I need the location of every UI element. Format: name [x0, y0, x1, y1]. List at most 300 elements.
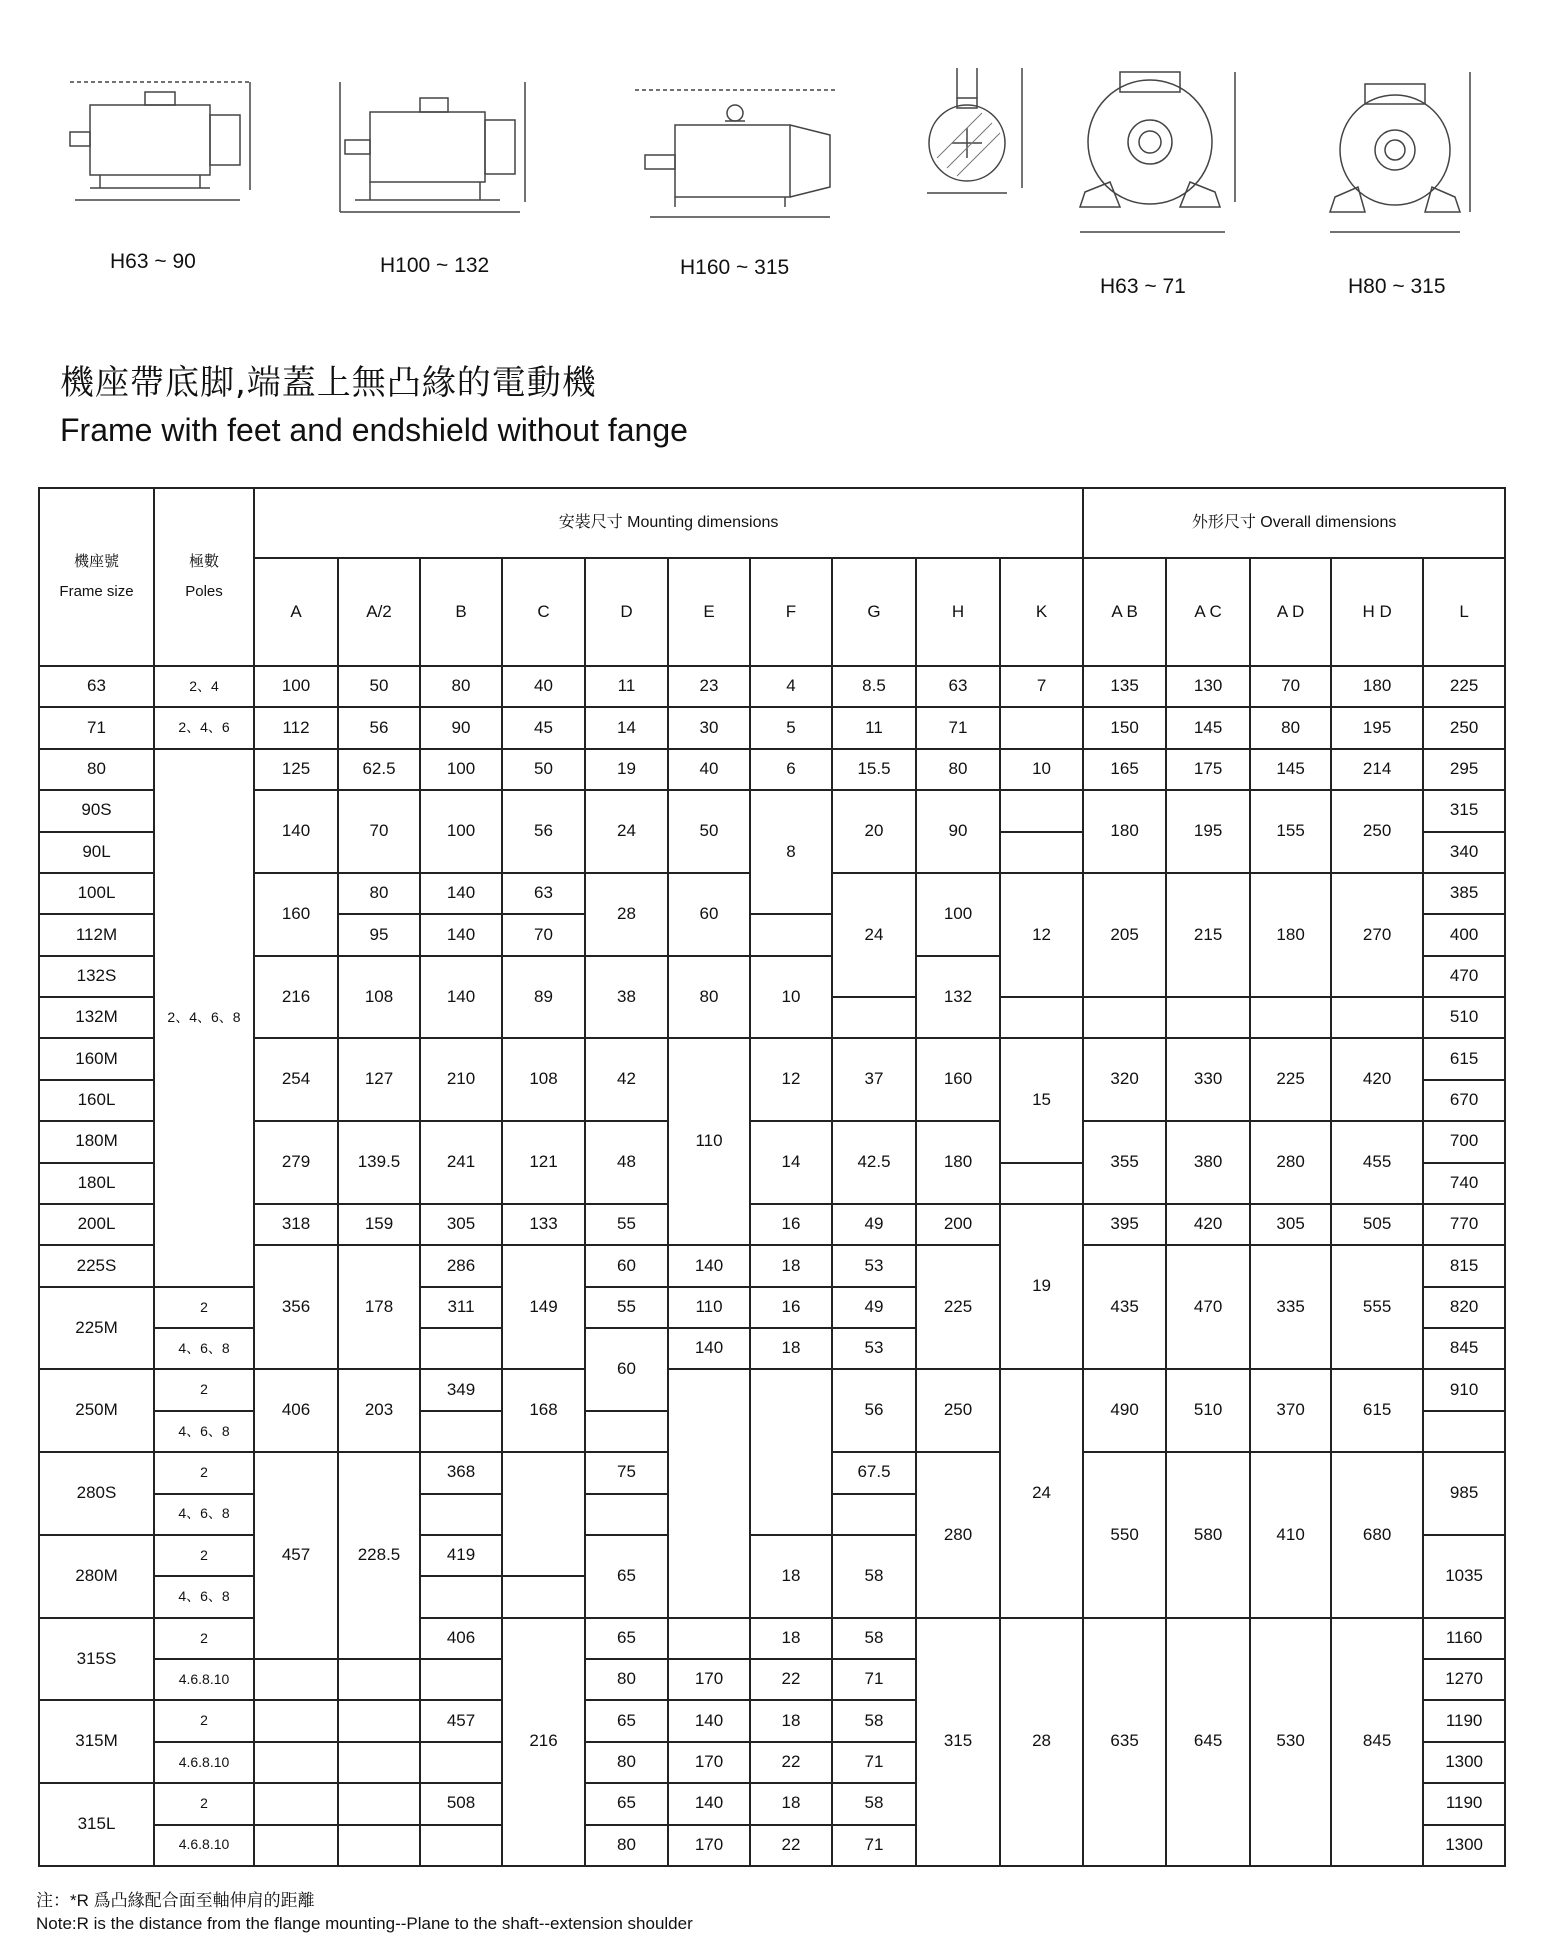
dimensions-table-body	[39, 666, 1505, 1866]
table-cell: 510	[1166, 1369, 1250, 1452]
drawing-h160-315	[630, 85, 850, 225]
table-cell: 845	[1423, 1328, 1505, 1369]
table-cell: 305	[1250, 1204, 1331, 1245]
table-cell: 11	[832, 707, 916, 748]
table-cell: 508	[420, 1783, 502, 1824]
table-cell: 42.5	[832, 1121, 916, 1204]
table-cell: 170	[668, 1742, 750, 1783]
table-cell: 22	[750, 1742, 832, 1783]
poles-header-en: Poles	[185, 583, 223, 600]
column-header: A/2	[338, 558, 420, 666]
table-cell: 67.5	[832, 1452, 916, 1493]
table-cell: 42	[585, 1038, 668, 1121]
table-cell	[1250, 997, 1331, 1038]
table-cell: 1035	[1423, 1535, 1505, 1618]
poles-cell: 2	[154, 1618, 254, 1659]
table-cell: 140	[668, 1328, 750, 1369]
table-cell: 740	[1423, 1163, 1505, 1204]
table-cell: 20	[832, 790, 916, 873]
table-cell: 195	[1331, 707, 1423, 748]
table-cell: 5	[750, 707, 832, 748]
table-cell: 10	[750, 956, 832, 1039]
table-cell: 19	[585, 749, 668, 790]
table-cell: 18	[750, 1535, 832, 1618]
frame-size-cell: 280M	[39, 1535, 154, 1618]
table-cell: 178	[338, 1245, 420, 1369]
drawing-label: H160 ~ 315	[680, 256, 790, 279]
column-header: L	[1423, 558, 1505, 666]
table-cell: 615	[1331, 1369, 1423, 1452]
table-cell: 18	[750, 1783, 832, 1824]
frame-size-cell: 180M	[39, 1121, 154, 1162]
frame-size-header-zh: 機座號	[73, 552, 119, 570]
table-cell: 505	[1331, 1204, 1423, 1245]
dimensions-table	[38, 487, 1506, 1867]
column-header: A D	[1250, 558, 1331, 666]
table-cell: 315	[916, 1618, 1000, 1866]
poles-cell: 2	[154, 1700, 254, 1741]
table-cell: 1160	[1423, 1618, 1505, 1659]
table-cell: 108	[502, 1038, 585, 1121]
table-cell: 80	[1250, 707, 1331, 748]
table-cell: 15	[1000, 1038, 1083, 1162]
frame-size-cell: 132M	[39, 997, 154, 1038]
table-cell: 53	[832, 1245, 916, 1286]
table-cell: 18	[750, 1700, 832, 1741]
table-cell: 24	[832, 873, 916, 997]
drawing-label: H63 ~ 90	[110, 250, 196, 273]
table-cell	[338, 1742, 420, 1783]
table-cell: 22	[750, 1659, 832, 1700]
table-cell: 50	[338, 666, 420, 707]
column-header: K	[1000, 558, 1083, 666]
table-cell: 4	[750, 666, 832, 707]
frame-size-cell: 90S	[39, 790, 154, 831]
table-row	[39, 1038, 1505, 1079]
table-cell: 60	[585, 1328, 668, 1411]
table-cell: 145	[1250, 749, 1331, 790]
frame-size-header-en: Frame size	[59, 583, 134, 600]
table-cell: 110	[668, 1287, 750, 1328]
poles-cell: 2	[154, 1535, 254, 1576]
table-cell: 24	[1000, 1369, 1083, 1617]
table-cell: 457	[254, 1452, 338, 1659]
table-cell: 203	[338, 1369, 420, 1452]
mounting-dimensions-header: 安裝尺寸 Mounting dimensions	[254, 488, 1083, 558]
column-header: H D	[1331, 558, 1423, 666]
table-cell: 385	[1423, 873, 1505, 914]
poles-cell: 2	[154, 1369, 254, 1410]
table-cell: 90	[916, 790, 1000, 873]
poles-cell: 2	[154, 1452, 254, 1493]
table-cell: 200	[916, 1204, 1000, 1245]
table-row	[39, 666, 1505, 707]
table-cell: 22	[750, 1825, 832, 1866]
table-cell: 279	[254, 1121, 338, 1204]
poles-cell: 4、6、8	[154, 1411, 254, 1452]
table-cell: 8	[750, 790, 832, 914]
table-cell: 286	[420, 1245, 502, 1286]
frame-size-header	[39, 488, 154, 666]
table-cell: 180	[1331, 666, 1423, 707]
table-cell: 80	[585, 1742, 668, 1783]
poles-cell: 2、4、6	[154, 707, 254, 748]
table-cell: 419	[420, 1535, 502, 1576]
table-cell	[254, 1700, 338, 1741]
table-cell: 180	[916, 1121, 1000, 1204]
table-cell: 70	[502, 914, 585, 955]
table-cell: 7	[1000, 666, 1083, 707]
table-cell: 11	[585, 666, 668, 707]
table-cell: 1300	[1423, 1825, 1505, 1866]
table-cell: 24	[585, 790, 668, 873]
table-cell: 121	[502, 1121, 585, 1204]
table-cell: 280	[916, 1452, 1000, 1618]
table-cell: 457	[420, 1700, 502, 1741]
table-cell: 670	[1423, 1080, 1505, 1121]
table-cell: 28	[1000, 1618, 1083, 1866]
table-cell: 210	[420, 1038, 502, 1121]
column-header: A C	[1166, 558, 1250, 666]
table-cell: 470	[1423, 956, 1505, 997]
table-cell: 16	[750, 1287, 832, 1328]
column-header: H	[916, 558, 1000, 666]
table-cell	[1083, 997, 1166, 1038]
table-cell: 845	[1331, 1618, 1423, 1866]
table-cell: 140	[420, 873, 502, 914]
table-cell: 150	[1083, 707, 1166, 748]
table-cell: 215	[1166, 873, 1250, 997]
table-cell: 80	[916, 749, 1000, 790]
table-cell: 180	[1250, 873, 1331, 997]
frame-size-cell: 90L	[39, 832, 154, 873]
table-cell: 53	[832, 1328, 916, 1369]
table-cell: 112	[254, 707, 338, 748]
table-cell: 50	[502, 749, 585, 790]
table-cell: 985	[1423, 1452, 1505, 1535]
table-cell: 355	[1083, 1121, 1166, 1204]
table-cell	[254, 1825, 338, 1866]
table-cell: 140	[420, 956, 502, 1039]
table-cell	[1000, 790, 1083, 831]
table-cell: 63	[502, 873, 585, 914]
frame-size-cell: 315S	[39, 1618, 154, 1701]
table-cell: 49	[832, 1287, 916, 1328]
table-cell: 140	[420, 914, 502, 955]
table-cell: 225	[916, 1245, 1000, 1369]
table-cell: 15.5	[832, 749, 916, 790]
frame-size-cell: 112M	[39, 914, 154, 955]
table-cell: 12	[750, 1038, 832, 1121]
table-cell: 19	[1000, 1204, 1083, 1370]
table-cell: 127	[338, 1038, 420, 1121]
table-cell: 1270	[1423, 1659, 1505, 1700]
table-cell: 295	[1423, 749, 1505, 790]
table-cell: 71	[916, 707, 1000, 748]
table-cell	[1000, 1163, 1083, 1204]
table-cell: 18	[750, 1245, 832, 1286]
table-cell: 214	[1331, 749, 1423, 790]
table-cell: 58	[832, 1700, 916, 1741]
table-cell: 340	[1423, 832, 1505, 873]
poles-header	[154, 488, 254, 666]
table-cell: 180	[1083, 790, 1166, 873]
table-cell	[750, 1369, 832, 1535]
table-cell: 130	[1166, 666, 1250, 707]
table-cell: 770	[1423, 1204, 1505, 1245]
table-cell: 175	[1166, 749, 1250, 790]
table-cell: 195	[1166, 790, 1250, 873]
table-cell: 490	[1083, 1369, 1166, 1452]
table-cell	[668, 1618, 750, 1659]
table-row	[39, 1121, 1505, 1162]
frame-size-cell: 225S	[39, 1245, 154, 1286]
table-cell	[1000, 997, 1083, 1038]
table-cell: 311	[420, 1287, 502, 1328]
table-cell: 225	[1250, 1038, 1331, 1121]
table-cell: 550	[1083, 1452, 1166, 1618]
table-cell: 49	[832, 1204, 916, 1245]
table-cell: 108	[338, 956, 420, 1039]
table-cell: 18	[750, 1328, 832, 1369]
table-cell	[832, 1494, 916, 1535]
table-cell	[1166, 997, 1250, 1038]
table-cell: 135	[1083, 666, 1166, 707]
frame-size-cell: 132S	[39, 956, 154, 997]
poles-cell: 4、6、8	[154, 1576, 254, 1617]
table-cell: 12	[1000, 873, 1083, 997]
table-cell: 80	[585, 1659, 668, 1700]
table-cell: 254	[254, 1038, 338, 1121]
table-cell: 63	[916, 666, 1000, 707]
table-cell: 16	[750, 1204, 832, 1245]
table-cell: 80	[338, 873, 420, 914]
table-cell: 250	[1331, 790, 1423, 873]
table-cell	[1331, 997, 1423, 1038]
table-cell: 645	[1166, 1618, 1250, 1866]
table-cell: 145	[1166, 707, 1250, 748]
frame-size-cell: 315M	[39, 1700, 154, 1783]
table-cell: 159	[338, 1204, 420, 1245]
table-cell: 160	[254, 873, 338, 956]
table-cell: 140	[668, 1245, 750, 1286]
table-cell: 170	[668, 1659, 750, 1700]
column-header: E	[668, 558, 750, 666]
table-cell: 555	[1331, 1245, 1423, 1369]
poles-cell: 2	[154, 1783, 254, 1824]
table-cell: 216	[502, 1618, 585, 1866]
frame-size-cell: 100L	[39, 873, 154, 914]
table-cell	[502, 1452, 585, 1576]
table-cell	[420, 1825, 502, 1866]
table-cell: 48	[585, 1121, 668, 1204]
poles-cell: 4、6、8	[154, 1328, 254, 1369]
table-cell: 615	[1423, 1038, 1505, 1079]
table-cell: 95	[338, 914, 420, 955]
table-cell: 1190	[1423, 1783, 1505, 1824]
poles-cell: 2、4	[154, 666, 254, 707]
table-cell: 58	[832, 1535, 916, 1618]
table-cell: 170	[668, 1825, 750, 1866]
table-cell: 70	[1250, 666, 1331, 707]
table-cell: 139.5	[338, 1121, 420, 1204]
table-cell: 45	[502, 707, 585, 748]
table-cell: 71	[832, 1825, 916, 1866]
table-cell: 14	[585, 707, 668, 748]
table-cell: 228.5	[338, 1452, 420, 1659]
overall-dimensions-header: 外形尺寸 Overall dimensions	[1083, 488, 1505, 558]
table-cell: 56	[832, 1369, 916, 1452]
table-cell: 80	[420, 666, 502, 707]
table-cell: 140	[668, 1700, 750, 1741]
table-cell: 110	[668, 1038, 750, 1245]
poles-cell: 4.6.8.10	[154, 1659, 254, 1700]
table-cell: 280	[1250, 1121, 1331, 1204]
table-cell: 55	[585, 1204, 668, 1245]
table-cell: 40	[502, 666, 585, 707]
table-cell: 410	[1250, 1452, 1331, 1618]
table-cell: 406	[420, 1618, 502, 1659]
frame-size-cell: 63	[39, 666, 154, 707]
table-cell: 18	[750, 1618, 832, 1659]
poles-cell: 4、6、8	[154, 1494, 254, 1535]
table-cell: 23	[668, 666, 750, 707]
table-cell: 56	[338, 707, 420, 748]
table-cell: 8.5	[832, 666, 916, 707]
table-cell	[585, 1411, 668, 1452]
table-cell: 815	[1423, 1245, 1505, 1286]
frame-size-cell: 160L	[39, 1080, 154, 1121]
table-row	[39, 749, 1505, 790]
table-cell: 455	[1331, 1121, 1423, 1204]
table-cell: 406	[254, 1369, 338, 1452]
table-cell: 55	[585, 1287, 668, 1328]
table-cell: 420	[1331, 1038, 1423, 1121]
drawing-h100-132	[330, 72, 540, 222]
frame-size-cell: 200L	[39, 1204, 154, 1245]
table-cell	[254, 1783, 338, 1824]
table-cell: 530	[1250, 1618, 1331, 1866]
table-cell: 100	[916, 873, 1000, 956]
drawing-label: H63 ~ 71	[1100, 275, 1186, 298]
table-cell: 250	[916, 1369, 1000, 1452]
table-cell: 40	[668, 749, 750, 790]
table-cell: 70	[338, 790, 420, 873]
table-cell: 155	[1250, 790, 1331, 873]
table-cell: 380	[1166, 1121, 1250, 1204]
table-cell: 149	[502, 1245, 585, 1369]
table-cell: 100	[420, 790, 502, 873]
table-cell: 910	[1423, 1369, 1505, 1410]
poles-header-zh: 極數	[188, 552, 219, 570]
table-cell: 395	[1083, 1204, 1166, 1245]
table-cell	[420, 1411, 502, 1452]
table-cell: 132	[916, 956, 1000, 1039]
table-cell	[1000, 832, 1083, 873]
table-cell: 368	[420, 1452, 502, 1493]
table-cell	[668, 1369, 750, 1617]
table-cell: 75	[585, 1452, 668, 1493]
table-cell: 58	[832, 1783, 916, 1824]
table-cell: 62.5	[338, 749, 420, 790]
table-cell: 140	[254, 790, 338, 873]
table-cell: 315	[1423, 790, 1505, 831]
note-chinese: 注：*R 爲凸緣配合面至軸伸肩的距離	[36, 1891, 315, 1910]
table-cell: 335	[1250, 1245, 1331, 1369]
table-cell: 28	[585, 873, 668, 956]
table-cell: 270	[1331, 873, 1423, 997]
table-cell: 56	[502, 790, 585, 873]
table-cell: 680	[1331, 1452, 1423, 1618]
frame-size-cell: 280S	[39, 1452, 154, 1535]
end-view-drawing	[1065, 62, 1245, 242]
table-cell: 420	[1166, 1204, 1250, 1245]
column-header: C	[502, 558, 585, 666]
table-cell: 65	[585, 1618, 668, 1659]
table-cell: 30	[668, 707, 750, 748]
frame-size-cell: 250M	[39, 1369, 154, 1452]
table-cell	[338, 1659, 420, 1700]
frame-size-cell: 315L	[39, 1783, 154, 1866]
drawing-label: H80 ~ 315	[1348, 275, 1446, 298]
table-cell: 1190	[1423, 1700, 1505, 1741]
table-cell	[1423, 1411, 1505, 1452]
table-cell	[338, 1783, 420, 1824]
table-cell: 470	[1166, 1245, 1250, 1369]
table-cell: 71	[832, 1742, 916, 1783]
table-cell: 400	[1423, 914, 1505, 955]
column-header: A B	[1083, 558, 1166, 666]
table-cell: 100	[254, 666, 338, 707]
frame-size-cell: 80	[39, 749, 154, 790]
table-cell	[420, 1742, 502, 1783]
table-cell: 580	[1166, 1452, 1250, 1618]
table-cell: 510	[1423, 997, 1505, 1038]
table-cell: 80	[585, 1825, 668, 1866]
table-cell: 38	[585, 956, 668, 1039]
table-cell: 241	[420, 1121, 502, 1204]
table-cell: 225	[1423, 666, 1505, 707]
table-cell	[254, 1659, 338, 1700]
table-cell	[585, 1494, 668, 1535]
frame-size-cell: 180L	[39, 1163, 154, 1204]
table-cell: 700	[1423, 1121, 1505, 1162]
table-cell: 60	[668, 873, 750, 956]
table-cell: 435	[1083, 1245, 1166, 1369]
table-cell: 349	[420, 1369, 502, 1410]
table-cell: 71	[832, 1659, 916, 1700]
table-cell: 37	[832, 1038, 916, 1121]
column-header: A	[254, 558, 338, 666]
table-cell	[832, 997, 916, 1038]
table-cell: 318	[254, 1204, 338, 1245]
table-row	[39, 1204, 1505, 1245]
table-cell: 65	[585, 1700, 668, 1741]
note-english: Note:R is the distance from the flange mounting--Plane to the shaft--extension shoulder	[36, 1914, 693, 1933]
table-cell: 58	[832, 1618, 916, 1659]
table-cell: 133	[502, 1204, 585, 1245]
table-cell: 165	[1083, 749, 1166, 790]
table-cell: 1300	[1423, 1742, 1505, 1783]
table-cell	[750, 914, 832, 955]
table-row	[39, 707, 1505, 748]
end-view-drawing	[1310, 62, 1490, 242]
column-header: B	[420, 558, 502, 666]
table-row	[39, 1245, 1505, 1286]
table-cell: 89	[502, 956, 585, 1039]
column-header: F	[750, 558, 832, 666]
title-english: Frame with feet and endshield without fange	[60, 412, 688, 448]
